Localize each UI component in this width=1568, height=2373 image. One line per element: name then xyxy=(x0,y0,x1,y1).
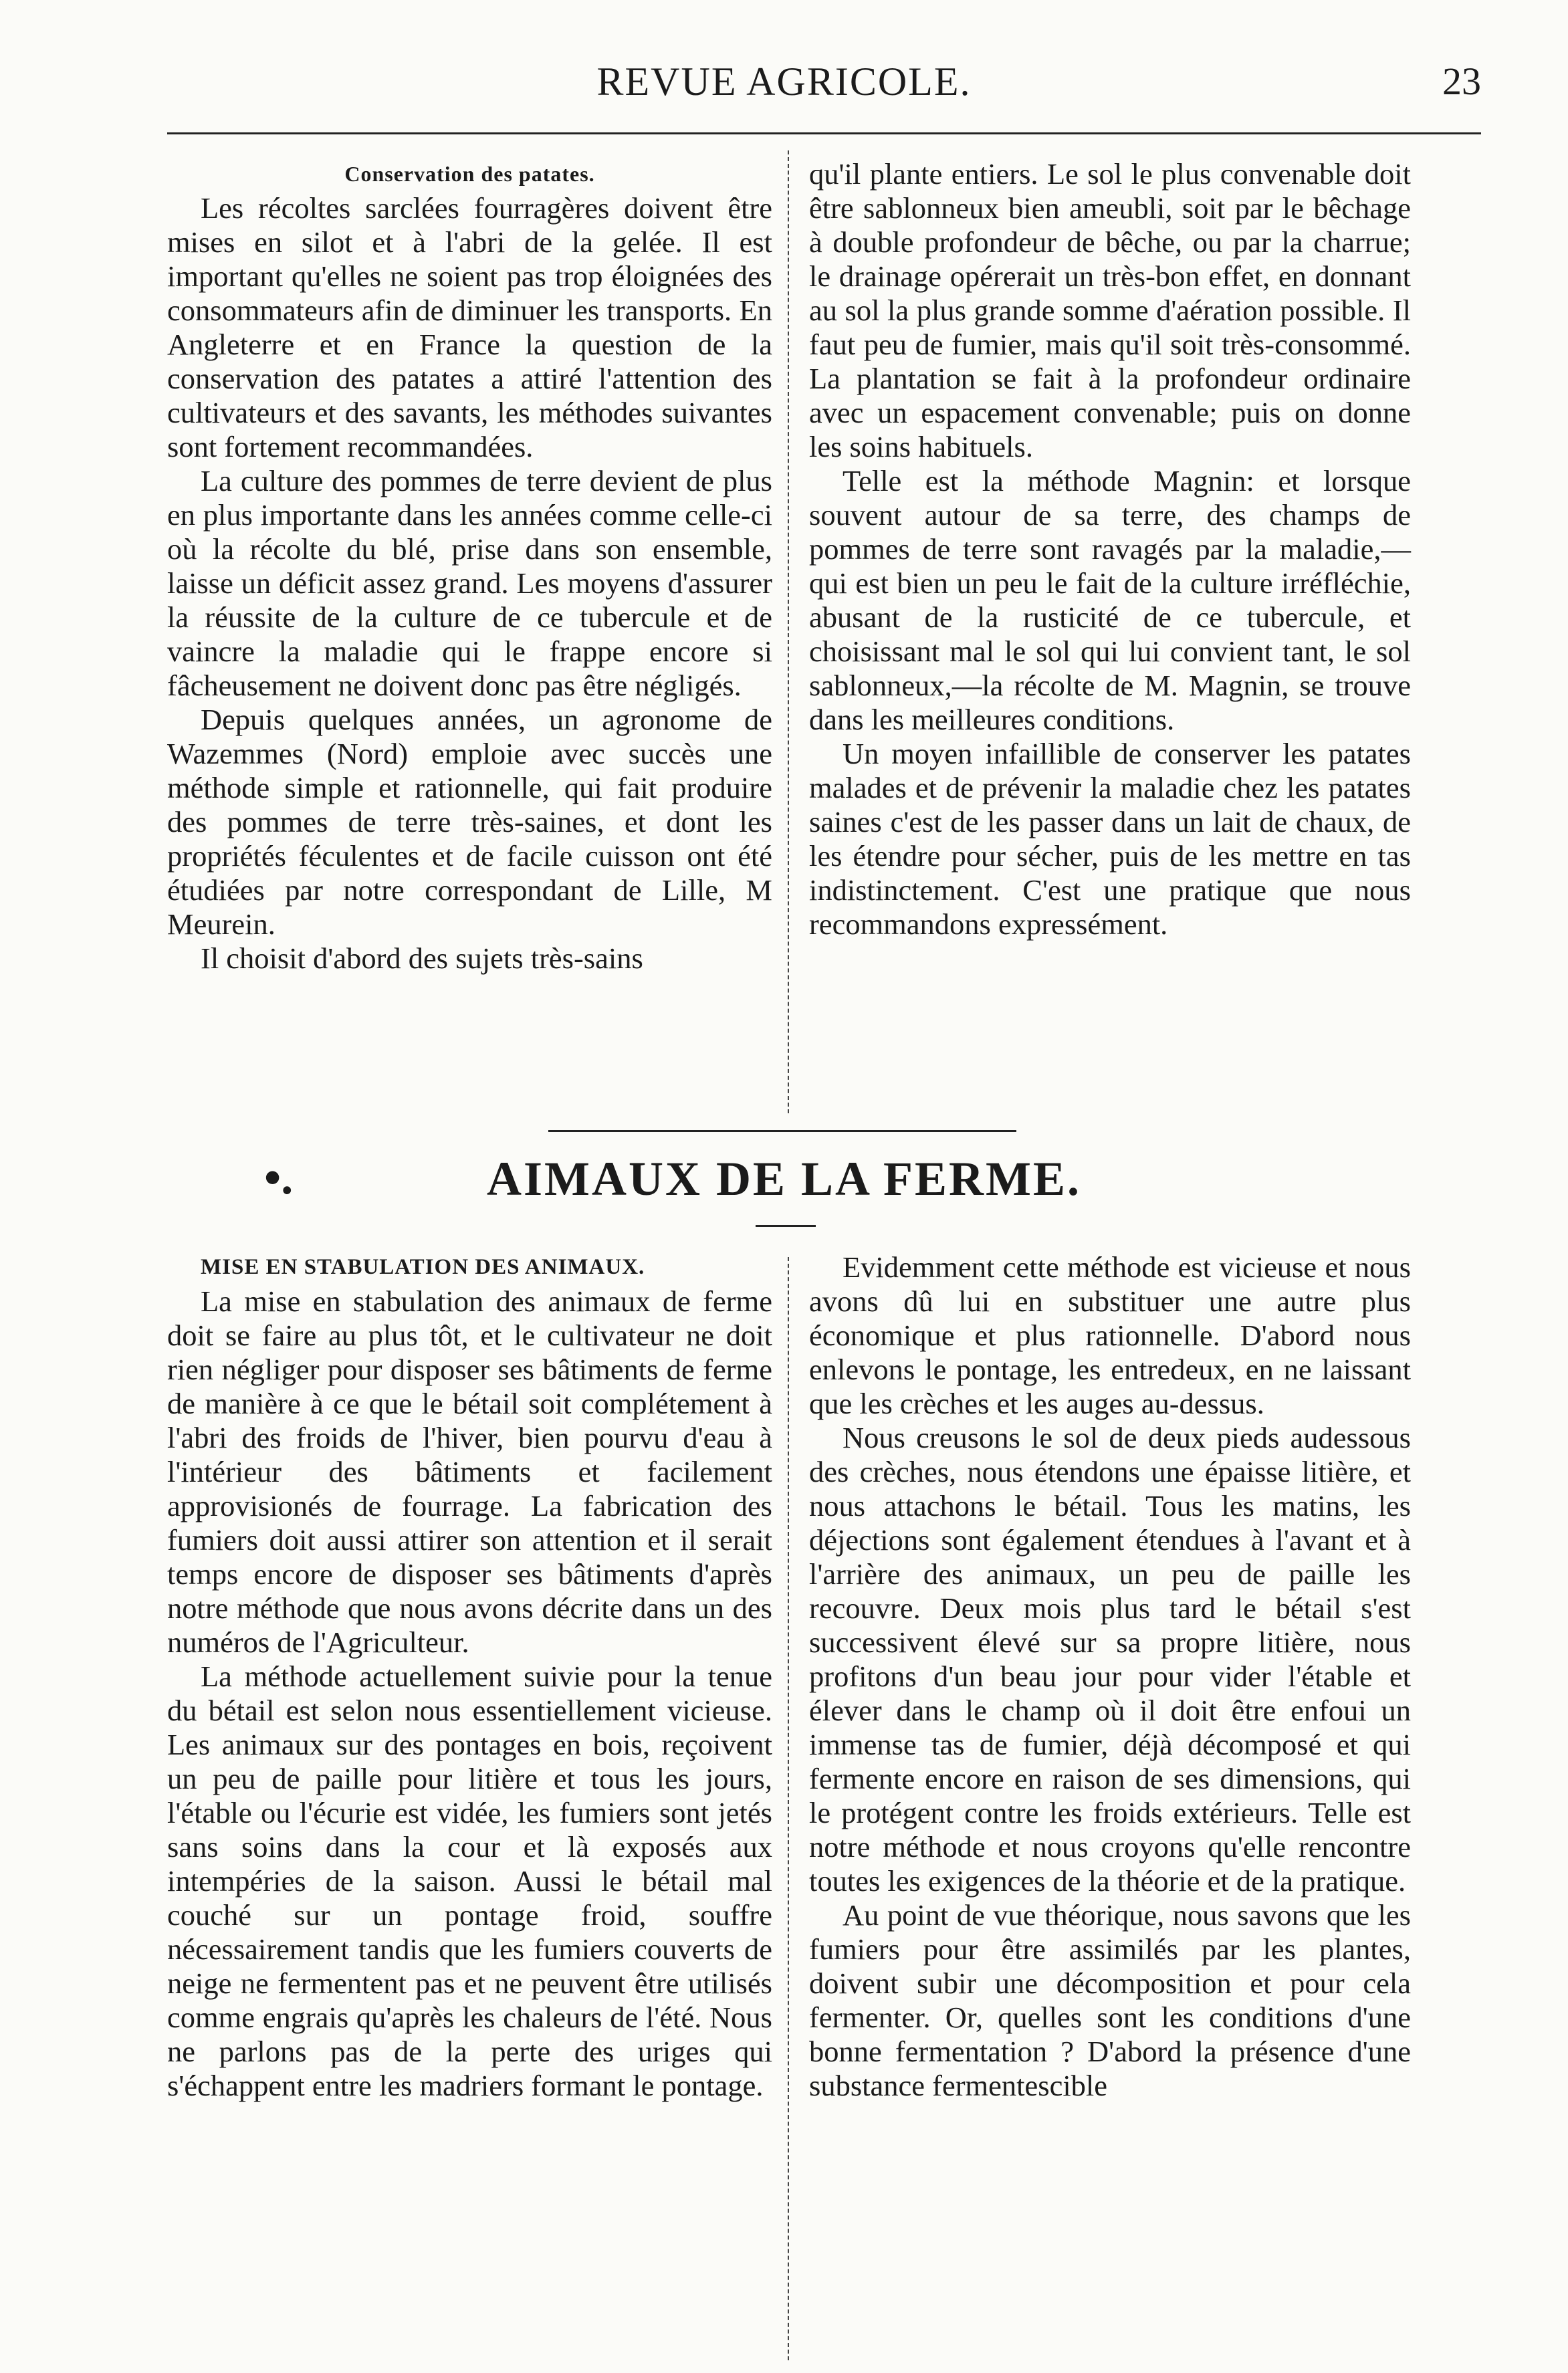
potatoes-heading: Conservation des patates. xyxy=(344,162,595,186)
column-separator xyxy=(788,1257,789,2360)
animals-subheading: MISE EN STABULATION DES ANIMAUX. xyxy=(201,1255,645,1279)
potatoes-left-column xyxy=(167,157,772,1107)
section-title: AIMAUX DE LA FERME. xyxy=(486,1152,1081,1206)
potatoes-right-column xyxy=(809,157,1411,1107)
header-rule xyxy=(167,132,1481,134)
section-bullet: •. xyxy=(264,1151,294,1204)
paragraph: La culture des pommes de terre devient de plus en plus importante dans les années comme celle-ci où la récolte du blé, prise dans son ensemble, laisse un déficit assez grand. Les moyens d'assurer la réussite de la culture de ce tubercule et de vaincre la maladie qui le frappe encore si fâcheusement ne doivent donc pas être négligés. xyxy=(167,464,772,702)
animals-right-column xyxy=(809,1250,1411,2340)
paragraph: Nous creusons le sol de deux pieds audessous des crèches, nous étendons une épaisse litière, et nous attachons le bétail. Tous les matins, les déjections sont également étendues à l'avant et à l'arrière des animaux, un peu de paille les recouvre. Deux mois plus tard le bétail s'est successivent élevé sur sa propre litière, nous profitons d'un beau jour pour vider l'étable et élever dans le champ où il doit être enfoui un immense tas de fumier, déjà décomposé et qui fermente encore en raison de ses dimensions, qui le protégent contre les froids extérieurs. Telle est notre méthode et nous croyons qu'elle rencontre toutes les exigences de la théorie et de la pratique. xyxy=(809,1421,1411,1898)
animals-left-column xyxy=(167,1250,772,2340)
paragraph: Depuis quelques années, un agronome de Wazemmes (Nord) emploie avec succès une méthode simple et rationnelle, qui fait produire des pommes de terre très-saines, et dont les propriétés féculentes et de facile cuisson ont été étudiées par notre correspondant de Lille, M Meurein. xyxy=(167,703,772,941)
column-separator xyxy=(788,150,789,1113)
paragraph: Au point de vue théorique, nous savons que les fumiers pour être assimilés par les plantes, doivent subir une décomposition et pour cela fermenter. Or, quelles sont les conditions d'une bonne fermentation ? D'abord la présence d'une substance fermentescible xyxy=(809,1898,1411,2102)
paragraph: Evidemment cette méthode est vicieuse et nous avons dû lui en substituer une autre plus économique et plus rationnelle. D'abord nous enlevons le pontage, les entredeux, en ne laissant que les crèches et les auges au-dessus. xyxy=(809,1250,1411,1420)
paragraph: Telle est la méthode Magnin: et lorsque souvent autour de sa terre, des champs de pommes de terre sont ravagés par la maladie,—qui est bien un peu le fait de la culture irréfléchie, abusant de la rusticité de ce tubercule, et choisissant mal le sol qui lui convient tant, le sol sablonneux,—la récolte de M. Magnin, se trouve dans les meilleures conditions. xyxy=(809,464,1411,736)
paragraph: Un moyen infaillible de conserver les patates malades et de prévenir la maladie chez les patates saines c'est de les passer dans un lait de chaux, de les étendre pour sécher, puis de les mettre en tas indistinctement. C'est une pratique que nous recommandons expressément. xyxy=(809,737,1411,941)
paragraph: La mise en stabulation des animaux de ferme doit se faire au plus tôt, et le cultivateur ne doit rien négliger pour disposer ses bâtiments de ferme de manière à ce que le bétail soit complétement à l'abri des froids de l'hiver, bien pourvu d'eau à l'intérieur des bâtiments et facilement approvisionés de fourrage. La fabrication des fumiers doit aussi attirer son attention et il serait temps encore de disposer ses bâtiments d'après notre méthode que nous avons décrite dans un des numéros de l'Agriculteur. xyxy=(167,1284,772,1659)
page-number: 23 xyxy=(1442,60,1481,103)
section-rule xyxy=(548,1130,1016,1132)
running-header-title: REVUE AGRICOLE. xyxy=(596,60,972,104)
paragraph: Il choisit d'abord des sujets très-sains xyxy=(201,941,643,975)
paragraph: Les récoltes sarclées fourragères doivent être mises en silot et à l'abri de la gelée. Il est important qu'elles ne soient pas trop éloignées des consommateurs afin de diminuer les transports. En Angleterre et en France la question de la conservation des patates a attiré l'attention des cultivateurs et des savants, les méthodes suivantes sont fortement recommandées. xyxy=(167,191,772,463)
section-short-rule xyxy=(756,1225,816,1227)
paragraph: La méthode actuellement suivie pour la tenue du bétail est selon nous essentiellement vicieuse. Les animaux sur des pontages en bois, reçoivent un peu de paille pour litière et tous les jours, l'étable ou l'écurie est vidée, les fumiers sont jetés sans soins dans la cour et là exposés aux intempéries de la saison. Aussi le bétail mal couché sur un pontage froid, souffre nécessairement tandis que les fumiers couverts de neige ne fermentent pas et ne peuvent être utilisés comme engrais qu'après les chaleurs de l'été. Nous ne parlons pas de la perte des uriges qui s'échappent entre les madriers formant le pontage. xyxy=(167,1660,772,2102)
paragraph: qu'il plante entiers. Le sol le plus convenable doit être sablonneux bien ameubli, soit par le bêchage à double profondeur de bêche, ou par la charrue; le drainage opérerait un très-bon effet, en donnant au sol la plus grande somme d'aération possible. Il faut peu de fumier, mais qu'il soit très-consommé. La plantation se fait à la profondeur ordinaire avec un espacement convenable; puis on donne les soins habituels. xyxy=(809,157,1411,463)
